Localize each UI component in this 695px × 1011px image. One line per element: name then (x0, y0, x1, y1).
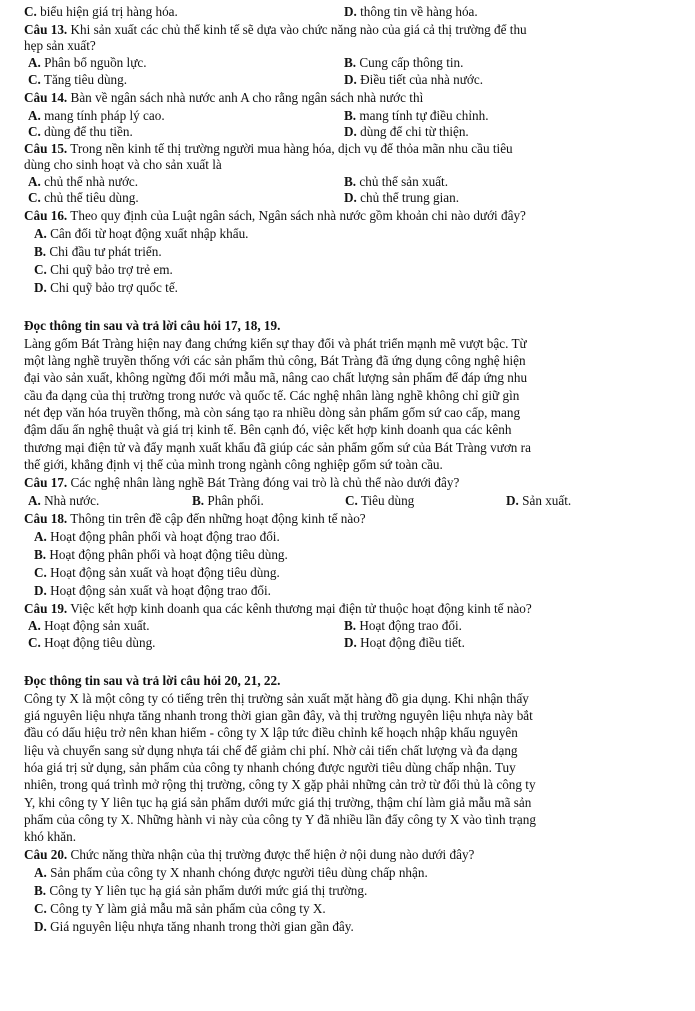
question-19-stem: Câu 19. Việc kết hợp kinh doanh qua các kênh thương mại điện tử thuộc hoạt động kinh tế nào? (24, 601, 532, 616)
passage-line: nét đẹp văn hóa truyền thống, mà còn sáng tạo ra nhiều dòng sản phẩm gốm sứ cao cấp, mang (24, 405, 521, 420)
passage-line: Y, khi công ty Y liên tục hạ giá sản phẩm dưới mức giá thị trường, thậm chí làm giả mẫu mã sản (24, 795, 532, 810)
question-16-option-d: D. Chi quỹ bảo trợ quốc tế. (34, 280, 178, 295)
question-14-stem: Câu 14. Bàn về ngân sách nhà nước anh A cho rằng ngân sách nhà nước thì (24, 90, 424, 105)
passage-line: liệu và chuyển sang sử dụng nhựa tái chế để giảm chi phí. Nhờ cải tiến chất lượng và đa dạng (24, 743, 518, 758)
question-18-option-a: A. Hoạt động phân phối và hoạt động trao đổi. (34, 529, 280, 544)
passage-line: đậm dấu ấn nghệ thuật và giá trị kinh tế. Bên cạnh đó, việc kết hợp kinh doanh qua các kênh (24, 422, 512, 437)
question-15-options-ab (28, 174, 668, 190)
option-c: C. dùng để thu tiền. (28, 124, 133, 139)
option-c: C. Tăng tiêu dùng. (28, 72, 128, 87)
question-16-option-a: A. Cân đối từ hoạt động xuất nhập khẩu. (34, 226, 249, 241)
option-b: B. Phân phối. (192, 493, 264, 508)
option-c: C. Tiêu dùng (345, 493, 415, 508)
passage-line: phẩm của công ty X. Những hành vi này của công ty Y đã nhiều lần đẩy công ty X vào tình trạng (24, 812, 536, 827)
passage-line: nhiên, trong quá trình mở rộng thị trường, công ty X gặp phải những cản trở từ đối thủ là công ty (24, 777, 536, 792)
prev-question-options (24, 4, 664, 20)
option-a: A. mang tính pháp lý cao. (28, 108, 165, 123)
option-a: A. Phân bổ nguồn lực. (28, 55, 147, 70)
passage-line: thương mại điện tử và đẩy mạnh xuất khẩu đã giúp các sản phẩm gốm sứ của Bát Tràng vươn ra (24, 440, 531, 455)
question-15-stem: Câu 15. Trong nền kinh tế thị trường người mua hàng hóa, dịch vụ để thỏa mãn nhu cầu tiêu (24, 141, 513, 156)
option-b: B. Hoạt động trao đổi. (344, 618, 462, 633)
option-b: B. Cung cấp thông tin. (344, 55, 464, 70)
option-a: A. Hoạt động sản xuất. (28, 618, 150, 633)
question-16-option-c: C. Chi quỹ bảo trợ trẻ em. (34, 262, 173, 277)
question-16-option-b: B. Chi đầu tư phát triển. (34, 244, 162, 259)
question-13-options-cd (28, 72, 668, 88)
passage-line: thế giới, khẳng định vị thế của mình trong ngành công nghiệp gốm sứ toàn cầu. (24, 457, 443, 472)
question-20-option-d: D. Giá nguyên liệu nhựa tăng nhanh trong thời gian gần đây. (34, 919, 354, 934)
option-a: A. Nhà nước. (28, 493, 100, 508)
passage-line: một làng nghề truyền thống với các sản phẩm thủ công, Bát Tràng đã ứng dụng công nghệ hiện (24, 353, 526, 368)
question-13-stem-cont: hẹp sản xuất? (24, 38, 96, 53)
option-c: C. biểu hiện giá trị hàng hóa. (24, 4, 178, 19)
option-d: D. Hoạt động điều tiết. (344, 635, 465, 650)
question-17-stem: Câu 17. Các nghệ nhân làng nghề Bát Tràng đóng vai trò là chủ thể nào dưới đây? (24, 475, 460, 490)
question-18-option-c: C. Hoạt động sản xuất và hoạt động tiêu dùng. (34, 565, 280, 580)
question-13-options-ab (28, 55, 668, 71)
question-16-stem: Câu 16. Theo quy định của Luật ngân sách, Ngân sách nhà nước gồm khoản chi nào dưới đây? (24, 208, 526, 223)
passage-line: khó khăn. (24, 829, 77, 844)
question-20-option-b: B. Công ty Y liên tục hạ giá sản phẩm dưới mức giá thị trường. (34, 883, 368, 898)
question-20-stem: Câu 20. Chức năng thừa nhận của thị trường được thể hiện ở nội dung nào dưới đây? (24, 847, 475, 862)
question-13-stem: Câu 13. Khi sản xuất các chủ thể kinh tế sẽ dựa vào chức năng nào của giá cả thị trường để thu (24, 22, 527, 37)
question-15-stem-cont: dùng cho sinh hoạt và cho sản xuất là (24, 157, 222, 172)
option-d: D. chủ thể trung gian. (344, 190, 460, 205)
question-20-option-c: C. Công ty Y làm giả mẫu mã sản phẩm của công ty X. (34, 901, 326, 916)
option-b: B. mang tính tự điều chỉnh. (344, 108, 489, 123)
question-19-options-ab (28, 618, 668, 634)
question-15-options-cd (28, 190, 668, 206)
passage-line: Làng gốm Bát Tràng hiện nay đang chứng kiến sự thay đổi và phát triển mạnh mẽ vượt bậc. Từ (24, 336, 527, 351)
option-d: D. thông tin về hàng hóa. (344, 4, 478, 19)
question-18-option-b: B. Hoạt động phân phối và hoạt động tiêu dùng. (34, 547, 288, 562)
passage-line: giá nguyên liệu nhựa tăng nhanh trong thời gian gần đây, và thị trường nguyên liệu nhựa này bắt (24, 708, 533, 723)
passage-1-title: Đọc thông tin sau và trả lời câu hỏi 17, 18, 19. (24, 318, 281, 333)
passage-2-title: Đọc thông tin sau và trả lời câu hỏi 20, 21, 22. (24, 673, 281, 688)
option-a: A. chủ thể nhà nước. (28, 174, 139, 189)
question-19-options-cd (28, 635, 668, 651)
passage-line: hóa giá trị sử dụng, sản phẩm của công ty nhanh chóng được người tiêu dùng chấp nhận. Tuy (24, 760, 516, 775)
option-d: D. Sản xuất. (506, 493, 572, 508)
passage-line: Công ty X là một công ty có tiếng trên thị trường sản xuất mặt hàng đồ gia dụng. Khi nhận thấy (24, 691, 529, 706)
question-18-option-d: D. Hoạt động sản xuất và hoạt động trao đổi. (34, 583, 271, 598)
option-c: C. Hoạt động tiêu dùng. (28, 635, 156, 650)
option-d: D. Điều tiết của nhà nước. (344, 72, 483, 87)
question-20-option-a: A. Sản phẩm của công ty X nhanh chóng được người tiêu dùng chấp nhận. (34, 865, 428, 880)
question-18-stem: Câu 18. Thông tin trên đề cập đến những hoạt động kinh tế nào? (24, 511, 366, 526)
passage-line: đầu có dấu hiệu trở nên khan hiếm - công ty X lập tức điều chỉnh kế hoạch nhập khẩu nguyên (24, 725, 518, 740)
question-14-options-cd (28, 124, 668, 140)
passage-line: cầu đa dạng của thị trường trong nước và quốc tế. Các nghệ nhân làng nghề không chỉ giữ gìn (24, 388, 520, 403)
question-17-options (28, 493, 668, 509)
question-14-options-ab (28, 108, 668, 124)
option-c: C. chủ thể tiêu dùng. (28, 190, 139, 205)
option-d: D. dùng để chi từ thiện. (344, 124, 469, 139)
option-b: B. chủ thể sản xuất. (344, 174, 449, 189)
passage-line: đại vào sản xuất, không ngừng đổi mới mẫu mã, nâng cao chất lượng sản phẩm để đáp ứng nhu (24, 370, 528, 385)
